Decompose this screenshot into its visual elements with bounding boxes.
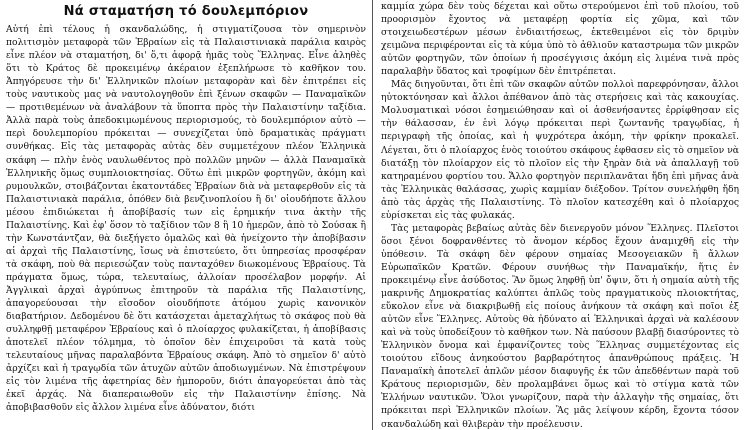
article-title: Νά σταματήση τό δουλεμπόριον bbox=[63, 4, 309, 19]
article-paragraph: Τὰς μεταφορὰς βεβαίως αὐτὰς δὲν διενεργοῦν μόνον Ἕλληνες. Πλεῖστοι ὅσοι ξένοι δοφρανθέντες τὸ ἄνομον κέρδος ἔχουν ἀναμιχθῆ εἰς τὴν ὑπόθεσιν. Τὰ σκάφη δὲν φέρουν σημαίας Μεσογειακῶν ἢ ἄλλων Εὐρωπαϊκῶν Κρατῶν. Φέρουν συνήθως τὴν Παναμαϊκήν, ἥτις ἐν προκειμένῳ εἶνε ἀσύδοτος. Ἂν ὅμως ληφθῇ ὑπ' ὄψιν, ὅτι ἡ σημαία αὐτὴ τῆς μακρινῆς Δημοκρατίας καλύπτει ἁπλῶς τοὺς πραγματικοὺς πλοιοκτήτας, εὔκολον εἶνε νὰ διακριβωθῇ εἰς ποίους ἀνήκουν τὰ σκάφη καὶ ποῖοι ἐξ αὐτῶν εἶνε Ἕλληνες. Αὐτοὺς θὰ ἠδύνατο αἱ Ἑλληνικαὶ ἀρχαὶ νὰ καλέσουν καὶ νὰ τοὺς ὑποδείξουν τὸ καθῆκον των. Νὰ παύσουν βλαβῇ διασύροντες τὸ Ἑλληνικὸν ὄνομα καὶ ἐμφανίζοντες τοὺς Ἕλληνας συμμετέχοντας εἰς τοιούτου εἴδους ἀνηκούστου βαρβαρότητος ἀπανθρώπους πράξεις. Ἡ Παναμαϊκὴ ἀποτελεῖ ἀπλῶν μέσον διαφυγῆς ἐκ τῶν ἀπεδθέντων παρὰ τοῦ Κράτους περιορισμῶν, δὲν προλαμβάνει ὅμως καὶ τὸ στίγμα κατὰ τῶν Ἑλλήνων ναυτικῶν. Ὅλοι γνωρίζουν, παρὰ τὴν ἀλλαγὴν τῆς σημαίας, ὅτι πρόκειται περὶ Ἑλληνικῶν πλοίων. Ἂς μᾶς λείψουν κέρδη, ἔχοντα τόσον σκανδαλώδη καὶ θλιβερὰν τὴν προέλευσιν. bbox=[381, 222, 739, 430]
left-column bbox=[6, 0, 372, 430]
article-paragraph: καμμία χώρα δὲν τοὺς δέχεται καὶ οὕτω στερούμενοι ἐπὶ τοῦ πλοίου, τοῦ προορισμὸν ἔχοντος νὰ μεταφέρῃ φορτία εἰς χῶμα, καὶ τῶν στοιχειωδεστέρων μέσων ἐνδιαιτήσεως, ἐκτεθειμένοι εἰς τὸν δριμὺν χειμῶνα περιφέρονται εἰς τὰ κύμα ὑπὸ τὸ ἀθλιοῦν καταστρωμα τῶν μικρῶν αὐτῶν φορτηγῶν, τῶν ὁποίων ἡ προσέγγισις ἀκόμη εἰς λιμένα τινὰ πρὸς παραλαβὴν ὕδατος καὶ τροφίμων δὲν ἐπιτρέπεται. bbox=[381, 1, 739, 78]
article-paragraph: Μᾶς διηγοῦνται, ὅτι ἐπὶ τῶν σκαφῶν αὐτῶν πολλοὶ παρεφρόνησαν, ἄλλοι ηὐτοκτόνησαν καὶ ἄλλοι ἀπέθανον ἀπὸ τὰς στερήσεις καὶ τὰς κακουχίας. Μολυσματικαὶ νόσοι ἐσημειώθησαν καὶ οἱ ἀσθενήσαντες ἐρρίφθησαν εἰς τὴν θάλασσαν, ἐν ἑνὶ λόγῳ πρόκειται περὶ ζωντανῆς τραγῳδίας, ἡ περιγραφὴ τῆς ὁποίας, καὶ ἡ ψυχρότερα ἀκόμη, τὴν φρίκην προκαλεῖ. Λέγεται, ὅτι ὁ πλοίαρχος ἑνὸς τοιούτου σκάφους ἐφθασεν εἰς τὸ σημεῖον νὰ διατάξῃ τὸν πλοίαρχον εἰς τὸ πλοῖον εἰς τὴν ξηρὰν διὰ νὰ ἀπαλλαγῇ τοῦ κατηραμένου φορτίου του. Ἄλλο φορτηγὸν περιπλανᾶται ἤδη ἐπὶ μῆνας ἀνὰ τὰς Ἑλληνικὰς θαλάσσας, χωρὶς καμμίαν διέξοδον. Τρίτον συνελήφθη ἤδη ἀπὸ τὰς ἀρχὰς τῆς Παλαιστίνης. Τὸ πλοῖον κατεσχέθη καὶ ὁ πλοίαρχος εὑρίσκεται εἰς τὰς φυλακάς. bbox=[381, 79, 739, 221]
right-column bbox=[373, 0, 739, 430]
article-paragraph: Αὐτή ἐπὶ τέλους ἡ σκανδαλώδης, ἡ στιγματίζουσα τὸν σημερινὸν πολιτισμὸν μεταφορὰ τῶν Ἑβραίων εἰς τὰ Παλαιστινιακὰ παράλια καιρὸς εἶνε πλέον νὰ σταματήση, δι' ὅ,τι ἀφορᾷ ἡμᾶς τοὺς Ἕλληνας. Εἶνε ἀληθὲς ὅτι τὸ Κράτος δὲ προκειμένῳ ἀκέραιον ἐξεπλήρωσε τὸ καθῆκον του. Ἀπηγόρευσε τὴν δι' Ἑλληνικῶν πλοίων μεταφορὰν καὶ δὲν ἐπιτρέπει εἰς τοὺς ναυτικοὺς μας νὰ ναυτολογηθοῦν ἐπὶ ξένων σκαφῶν — Παναμαϊκῶν — προτιθεμένων νὰ ἀναλάβουν τὰ ὕποπτα πρὸς τὴν Παλαιστίνην ταξίδια. Ἀλλὰ παρὰ τοὺς ἀπεδοκιμωμένους περιορισμούς, τὸ δουλεμπόριον αὐτὸ — περὶ δουλεμπορίου πρόκειται — συνεχίζεται ὑπὸ δραματικὰς πράγματι συνθήκας. Εἰς τὰς μεταφορὰς αὐτὰς δὲν συμμετέχουν πλέον Ἑλληνικὰ σκάφη — πλὴν ἐνὸς ναυλωθέντος πρὸ πολλῶν μηνῶν — ἀλλὰ Παναμαϊκὰ Ἑλληνικῆς ὅμως συμπλοιοκτησίας. Οὕτω ἐπὶ μικρῶν φορτηγῶν, ἀκόμη καὶ ρυμουλκῶν, στοιβάζονται ἑκατοντάδες Ἑβραίων διὰ νὰ μεταφερθοῦν εἰς τὰ Παλαιστινιακὰ παράλια, ὁπόθεν διὰ βενζινοπλοίου ἢ δι' οἱουδήποτε ἄλλου μέσου ἐπιδιώκεται ἡ ἀποβίβασίς των εἰς ἐρημικήν τινα ἀκτὴν τῆς Παλαιστίνης. Καὶ ἐφ' ὅσον τὸ ταξίδιον τῶν 8 ἢ 10 ἡμερῶν, ἀπὸ τὸ Σούσακ ἢ τὴν Κωνστάντζαν, θὰ διεξήγετο ὁμαλῶς καὶ θὰ ἠνείχοντο τὴν ἀποβίβασιν αἱ ἀρχαὶ τῆς Παλαιστίνης, ἴσως νὰ ἐπιστεύετο, ὅτι ὑπηρεσίας προσφέραν τὰ σκάφη, ποὺ θὰ περιεσώζαν τοὺς πανταχόθεν διωκομένους Ἑβραίους. Τὰ πράγματα ὅμως, τώρα, τελευταίως, ἀλλοίαν προσέλαβον μορφήν. Αἱ Ἀγγλικαὶ ἀρχαὶ ἀγρύπνως ἐπιτηροῦν τὰ παράλια τῆς Παλαιστίνης, ἀπαγορεύουσαι τὴν εἴσοδον οἱουδήποτε ἀτόμου χωρὶς κανονικὸν διαβατήριον. Δεδομένου δὲ ὅτι κατάσχεται ἀμεταχλήτως τὸ σκάφος ποὺ θὰ συλληφθῇ μεταφέρον Ἑβραίους καὶ ὁ πλοίαρχος φυλακίζεται, ἡ ἀποβίβασις ἀποτελεῖ πλέον τόλμημα, τὸ ὁποῖον δὲν ἐπιχειροῦσι τὰ κατὰ τοὺς τελευταίους μῆνας παραλαβόντα Ἑβραίους σκάφη. Ἀπὸ τὸ σημεῖον δ' αὐτὸ ἀρχίζει καὶ ἡ τραγῳδία τῶν ἀτυχῶν αὐτῶν ἀποδιωγμένων. Νὰ ἐπιστρέψουν εἰς τὸν λιμένα τῆς ἀφετηρίας δὲν ἠμποροῦν, διότι ἀπαγορεύεται ἀπὸ τὰς ἐκεῖ ἀρχάς. Νὰ διαπεραιωθοῦν εἰς τὴν Παλαιστίνην ἐπίσης. Νὰ ἀποβιβασθοῦν εἰς ἄλλον λιμένα εἶνε ἀδύνατον, διότι bbox=[6, 24, 366, 414]
